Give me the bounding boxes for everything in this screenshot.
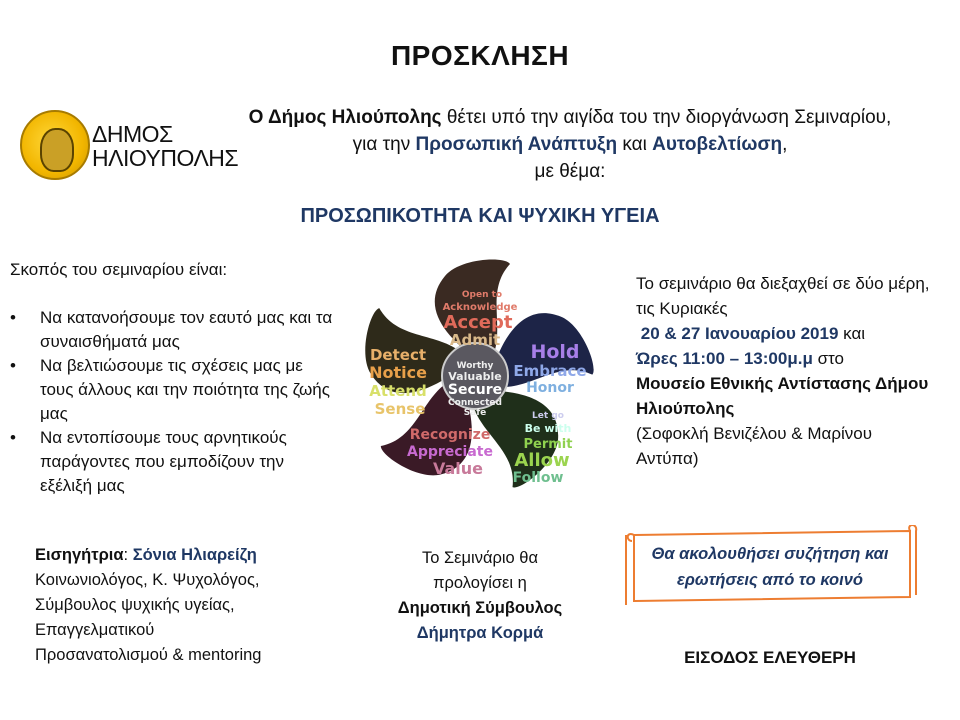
head-profile-icon [40,128,74,172]
aims-section [10,258,340,498]
svg-text:Be with: Be with [524,422,572,435]
page-title: ΠΡΟΣΚΛΗΣΗ [390,40,570,71]
schedule-info [636,271,936,471]
intro-org: Ο Δήμος Ηλιούπολης [248,107,442,128]
svg-text:Let go: Let go [532,411,564,421]
svg-text:Honor: Honor [526,380,574,396]
speaker-name: Σόνια Ηλιαρείζη [132,546,257,564]
svg-text:Follow: Follow [512,470,564,486]
speaker-credential: Προσανατολισμού & mentoring [35,646,262,664]
speaker-credential: Επαγγελματικού [35,621,155,639]
discussion-scroll-banner [622,525,918,605]
svg-text:Embrace: Embrace [513,362,587,380]
svg-text:Hold: Hold [530,341,580,363]
svg-text:Accept: Accept [443,312,513,333]
speaker-credential: Κοινωνιολόγος, Κ. Ψυχολόγος, [35,571,260,589]
speaker-colon: : [123,546,133,564]
svg-text:Acknowledge: Acknowledge [442,302,518,313]
municipality-logo [16,104,239,184]
svg-text:Sense: Sense [374,400,426,418]
svg-text:Allow: Allow [514,450,570,471]
svg-text:Notice: Notice [369,363,427,382]
opening-line: προλογίσει η [433,574,527,592]
word-flower-image [350,248,600,498]
seminar-hours: Ώρες 11:00 – 13:00μ.μ [636,349,813,368]
speaker-credential: Σύμβουλος ψυχικής υγείας, [35,596,235,614]
logo-wordmark [92,122,238,170]
intro-text-and: και [617,134,653,155]
speaker-label: Εισηγήτρια [35,546,124,564]
svg-text:Secure: Secure [447,382,503,398]
svg-text:Detect: Detect [369,346,427,364]
discussion-line: ερωτήσεις από το κοινό [677,571,863,589]
aims-item: • Να κατανοήσουμε τον εαυτό μας και τα συναισθήματά μας [10,306,340,354]
discussion-line: Θα ακολουθήσει συζήτηση και [651,545,889,563]
svg-text:Worthy: Worthy [456,361,494,371]
schedule-intro: Το σεμινάριο θα διεξαχθεί σε δύο μέρη, τις Κυριακές [636,274,930,318]
aims-item: • Να βελτιώσουμε τις σχέσεις μας με τους άλλους και την ποιότητα της ζωής μας [10,354,340,426]
aims-list [10,306,340,498]
schedule-and: και [838,324,866,343]
svg-text:Value: Value [432,459,484,478]
opening-role: Δημοτική Σύμβουλος [397,599,563,617]
svg-text:Connected: Connected [448,398,502,408]
logo-line-2: ΗΛΙΟΥΠΟΛΗΣ [92,145,239,171]
opening-remarks [370,546,590,646]
flower-illustration [350,248,600,498]
venue-address: (Σοφοκλή Βενιζέλου & Μαρίνου Αντύπα) [636,424,873,468]
opening-name: Δήμητρα Κορμά [416,624,544,642]
svg-text:Open to: Open to [461,290,503,300]
svg-text:Appreciate: Appreciate [406,444,494,460]
opening-line: Το Σεμινάριο θα [421,549,539,567]
intro-comma: , [782,134,788,155]
intro-highlight-self-improvement: Αυτοβελτίωση [652,134,783,155]
intro-highlight-personal-development: Προσωπική Ανάπτυξη [415,134,618,155]
discussion-note [622,541,918,593]
coin-emblem-icon [20,110,90,180]
intro-topic-label: με θέμα: [534,161,606,182]
free-entry-label: ΕΙΣΟΔΟΣ ΕΛΕΥΘΕΡΗ [684,648,856,667]
aims-heading: Σκοπός του σεμιναρίου είναι: [10,260,228,279]
aims-item: • Να εντοπίσουμε τους αρνητικούς παράγοντες που εμποδίζουν την εξέλιξή μας [10,426,340,498]
seminar-topic: ΠΡΟΣΩΠΙΚΟΤΗΤΑ ΚΑΙ ΨΥΧΙΚΗ ΥΓΕΙΑ [300,205,660,227]
svg-text:Safe: Safe [463,408,487,418]
venue: Μουσείο Εθνικής Αντίστασης Δήμου Ηλιούπολης [636,374,929,418]
speaker-section [35,543,335,668]
svg-text:Recognize: Recognize [409,427,491,443]
schedule-at: στο [812,349,844,368]
intro-paragraph [240,104,900,185]
svg-text:Attend: Attend [369,382,427,400]
logo-line-1: ΔΗΜΟΣ [92,121,173,147]
svg-text:Admit: Admit [449,331,501,349]
seminar-dates: 20 & 27 Ιανουαρίου 2019 [640,324,839,343]
intro-text: θέτει υπό την αιγίδα του την διοργάνωση Σεμιναρίου, για την [352,107,892,155]
svg-text:Valuable: Valuable [448,370,502,383]
svg-text:Permit: Permit [523,437,573,452]
